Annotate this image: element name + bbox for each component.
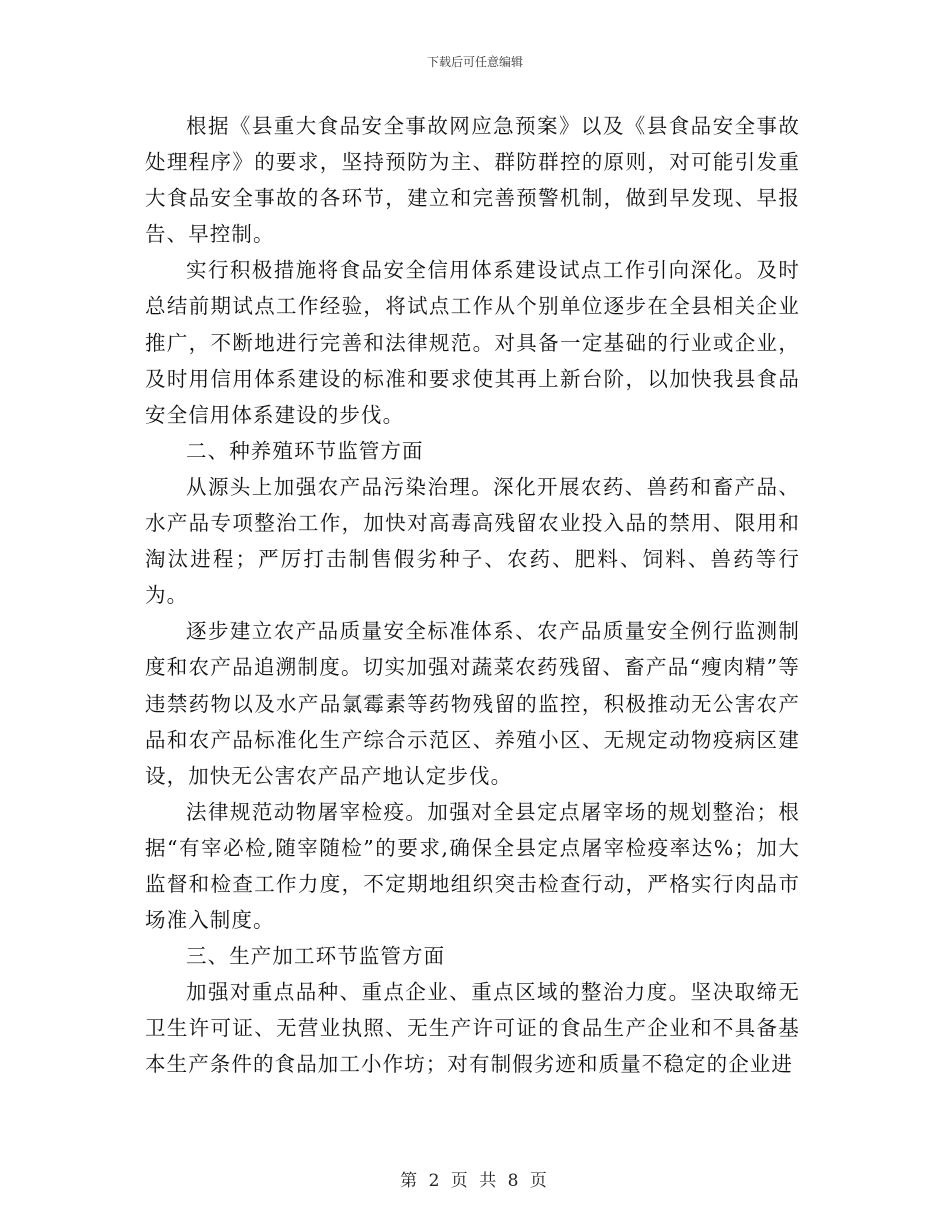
paragraph-credit-system: 实行积极措施将食品安全信用体系建设试点工作引向深化。及时总结前期试点工作经验，将试点工作从个别单位逐步在全县相关企业推广，不断地进行完善和法律规范。对具备一定基础的行业或企业，及时用信用体系建设的标准和要求使其再上新台阶，以加快我县食品安全信用体系建设的步伐。	[145, 258, 800, 427]
document-body	[145, 108, 800, 1083]
paragraph-processing-rectification: 加强对重点品种、重点企业、重点区域的整治力度。坚决取缔无卫生许可证、无营业执照、无生产许可证的食品生产企业和不具备基本生产条件的食品加工小作坊；对有制假劣迹和质量不稳定的企业进	[145, 980, 800, 1077]
paragraph-pollution-control: 从源头上加强农产品污染治理。深化开展农药、兽药和畜产品、水产品专项整治工作，加快对高毒高残留农业投入品的禁用、限用和淘汰进程；严厉打击制售假劣种子、农药、肥料、饲料、兽药等行为。	[145, 474, 800, 608]
paragraph-quality-standards: 逐步建立农产品质量安全标准体系、农产品质量安全例行监测制度和农产品追溯制度。切实加强对蔬菜农药残留、畜产品“瘦肉精”等违禁药物以及水产品氯霉素等药物残留的监控，积极推动无公害农产品和农产品标准化生产综合示范区、养殖小区、无规定动物疫病区建设，加快无公害农产品产地认定步伐。	[145, 619, 800, 788]
paragraph-emergency-plan: 根据《县重大食品安全事故网应急预案》以及《县食品安全事故处理程序》的要求，坚持预防为主、群防群控的原则，对可能引发重大食品安全事故的各环节，建立和完善预警机制，做到早发现、早报告、早控制。	[145, 114, 800, 247]
page-footer: 第 2 页 共 8 页	[400, 1171, 550, 1191]
paragraph-slaughter-inspection: 法律规范动物屠宰检疫。加强对全县定点屠宰场的规划整治；根据“有宰必检,随宰随检”的要求,确保全县定点屠宰检疫率达%；加大监督和检查工作力度，不定期地组织突击检查行动，严格实行肉品市场准入制度。	[145, 799, 800, 933]
page-header: 下载后可任意编辑	[426, 55, 523, 69]
section-heading-planting: 二、种养殖环节监管方面	[186, 438, 424, 463]
section-heading-processing: 三、生产加工环节监管方面	[186, 944, 446, 969]
